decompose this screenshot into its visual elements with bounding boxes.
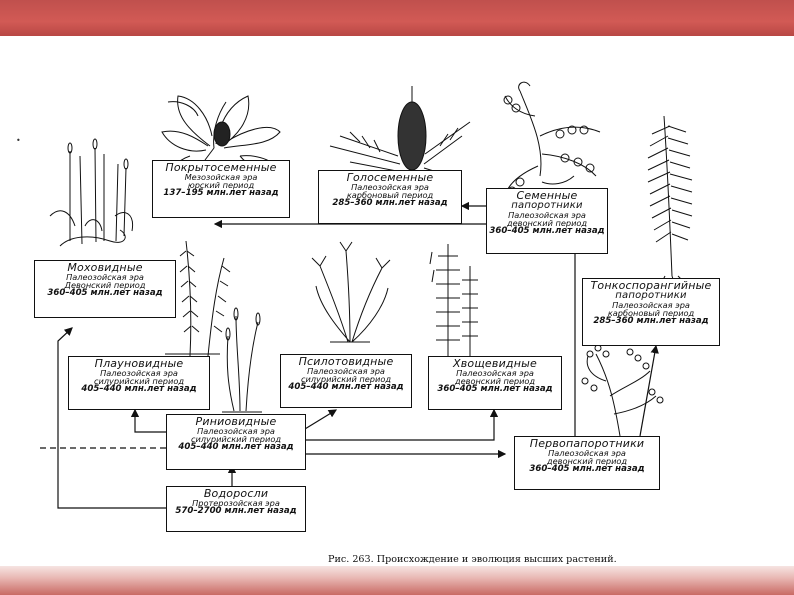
rhynia-illustration xyxy=(222,308,262,412)
node-line: Палеозойская эра xyxy=(197,426,275,436)
node-line: Палеозойская эра xyxy=(456,368,534,378)
node-line: Палеозойская эра xyxy=(612,300,690,310)
horsetail-illustration xyxy=(430,244,478,358)
psilotum-illustration xyxy=(312,242,390,342)
node-age: 137–195 млн.лет назад xyxy=(163,188,279,199)
node-title: Риниовидные xyxy=(195,415,277,428)
bullet-dot: • xyxy=(16,136,21,145)
node-line: Палеозойская эра xyxy=(307,366,385,376)
node-line: Мезозойская эра xyxy=(184,172,258,182)
node-age: 405–440 млн.лет назад xyxy=(178,442,294,453)
node-angiosperms xyxy=(152,160,290,218)
node-age: 570–2700 млн.лет назад xyxy=(175,506,297,517)
node-age: 360–405 млн.лет назад xyxy=(437,384,553,395)
node-age: 360–405 млн.лет назад xyxy=(529,464,645,475)
edge-algae-bryophytes xyxy=(58,328,166,508)
node-line: девонский период xyxy=(506,218,588,229)
node-line: Палеозойская эра xyxy=(100,368,178,378)
node-title-cont: папоротники xyxy=(511,200,583,211)
node-primary-ferns xyxy=(514,436,660,490)
node-thin-sporangiate xyxy=(582,278,720,346)
node-line: Палеозойская эра xyxy=(548,448,626,458)
edge-rhynio-lyco xyxy=(135,410,166,432)
node-title-cont: папоротники xyxy=(615,290,687,301)
node-line: Девонский период xyxy=(64,280,146,291)
node-age: 285–360 млн.лет назад xyxy=(593,316,709,327)
node-line: карбоновый период xyxy=(607,308,695,319)
node-algae xyxy=(166,486,306,532)
diagram-slide xyxy=(0,36,794,566)
node-line: девонский период xyxy=(454,376,536,387)
node-bryophytes xyxy=(34,260,176,318)
node-lycopsids xyxy=(68,356,210,410)
node-age: 285–360 млн.лет назад xyxy=(332,198,448,209)
node-age: 360–405 млн.лет назад xyxy=(489,226,605,237)
node-seed-ferns xyxy=(486,188,608,254)
node-age: 405–440 млн.лет назад xyxy=(288,382,404,393)
edge-primary-thin xyxy=(640,346,656,436)
node-title: Покрытосеменные xyxy=(165,161,277,174)
node-line: девонский период xyxy=(546,456,628,467)
node-title: Плауновидные xyxy=(94,357,184,370)
node-title: Водоросли xyxy=(203,487,269,500)
node-rhyniophytes xyxy=(166,414,306,470)
node-title: Голосеменные xyxy=(346,171,434,184)
node-title: Моховидные xyxy=(67,261,143,274)
node-title: Семенные xyxy=(516,189,578,202)
node-title: Хвощевидные xyxy=(453,357,537,370)
node-age: 360–405 млн.лет назад xyxy=(47,288,163,299)
node-age: 405–440 млн.лет назад xyxy=(81,384,197,395)
node-line: Палеозойская эра xyxy=(351,182,429,192)
node-line: силурийский период xyxy=(93,376,184,387)
cone-illustration xyxy=(330,86,470,176)
edge-primary-seed xyxy=(565,241,575,436)
node-title: Первопапоротники xyxy=(529,437,645,450)
node-psilotopsids xyxy=(280,354,412,408)
primary-fern-illustration xyxy=(582,345,663,436)
node-line: Протерозойская эра xyxy=(192,498,280,508)
node-line: юрский период xyxy=(187,180,255,191)
slide-top-bar xyxy=(0,0,794,36)
seed-fern-illustration xyxy=(504,82,600,196)
node-line: силурийский период xyxy=(190,434,281,445)
tall-fern-illustration xyxy=(648,116,692,288)
figure-caption: Рис. 263. Происхождение и эволюция высших растений. xyxy=(328,554,617,565)
node-line: силурийский период xyxy=(300,374,391,385)
node-gymnosperms xyxy=(318,170,462,224)
node-line: Палеозойская эра xyxy=(66,272,144,282)
node-line: карбоновый период xyxy=(346,190,434,201)
moss-illustration xyxy=(50,139,133,246)
node-title: Тонкоспорангийные xyxy=(590,279,712,292)
node-title: Псилотовидные xyxy=(298,355,394,368)
slide-bottom-bar xyxy=(0,566,794,595)
edge-rhynio-horse xyxy=(305,410,494,440)
node-horsetails xyxy=(428,356,562,410)
node-line: Палеозойская эра xyxy=(508,210,586,220)
